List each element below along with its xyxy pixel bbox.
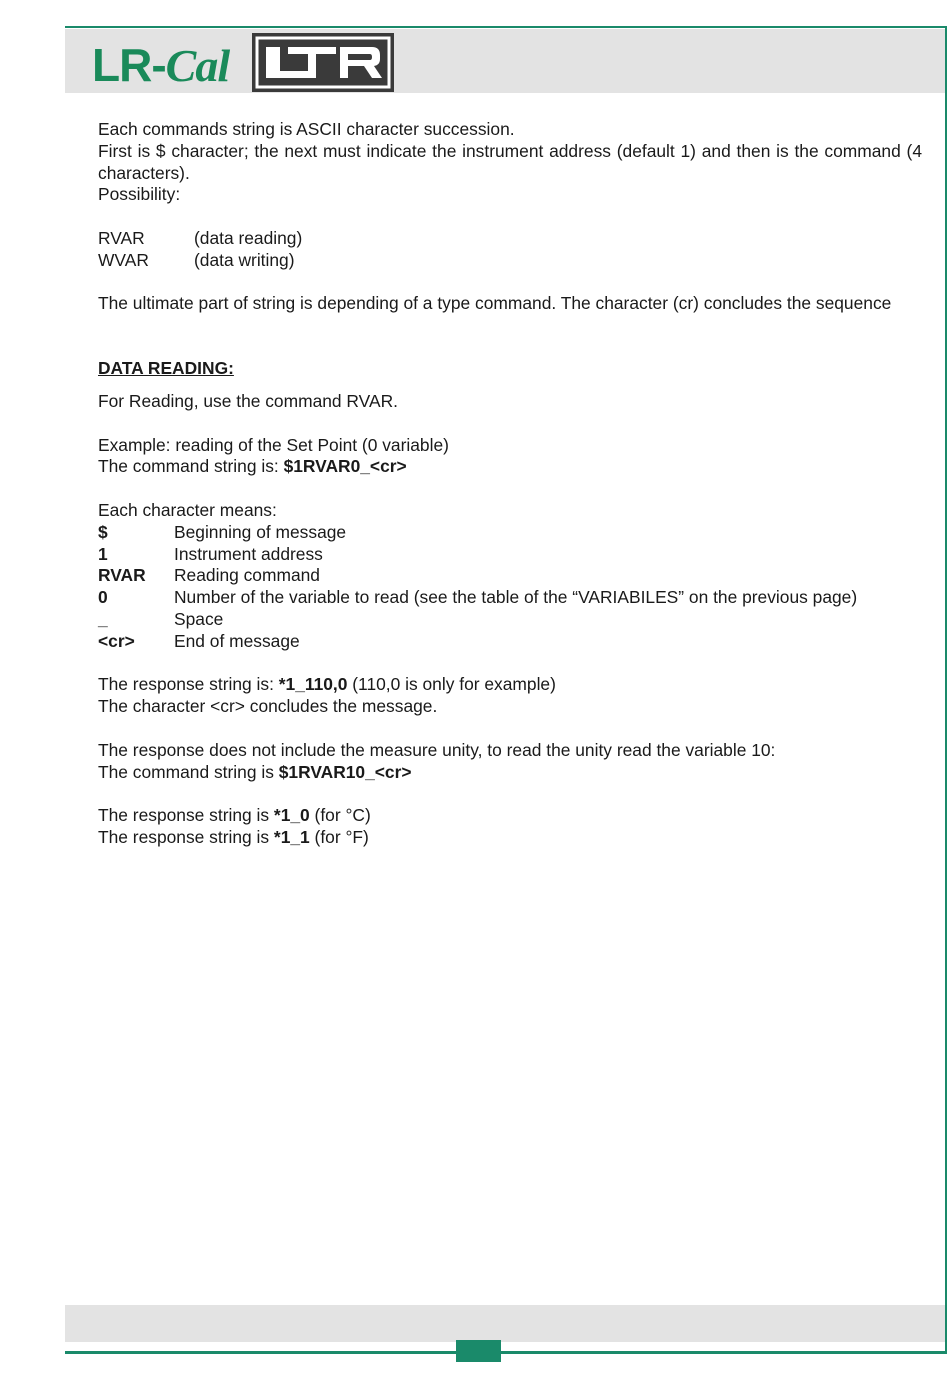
response-suffix: (110,0 is only for example) (347, 674, 556, 695)
resp-c-suffix: (for °C) (309, 805, 371, 826)
resp-c-value: *1_0 (273, 805, 310, 826)
char-row (98, 544, 922, 566)
reading-intro: For Reading, use the command RVAR. (98, 390, 398, 411)
reading-command-line (98, 456, 922, 478)
resp-f-prefix: The response string is (98, 826, 274, 847)
resp-f-suffix: (for °F) (309, 826, 369, 847)
footer-band (65, 1305, 945, 1342)
lr-cal-logo (92, 38, 229, 92)
response-prefix: The response string is: (98, 674, 279, 695)
ultimate-paragraph: The ultimate part of string is depending of a type command. The character (cr) concludes the sequence (98, 293, 892, 314)
possibility-key: RVAR (98, 227, 145, 248)
footer-line (65, 1351, 947, 1354)
char-row (98, 522, 922, 544)
char-row (98, 565, 922, 587)
cmd-prefix: The command string is: (98, 456, 284, 477)
char-desc: Beginning of message (174, 521, 347, 542)
possibility-desc: (data reading) (194, 227, 303, 248)
char-desc: Space (174, 608, 224, 629)
page-content (98, 119, 922, 849)
means-title: Each character means: (98, 499, 277, 520)
response-value: *1_110,0 (278, 674, 348, 695)
ltr-logo-graphic (252, 33, 394, 92)
resp-c-prefix: The response string is (98, 805, 274, 826)
char-desc: Instrument address (174, 543, 323, 564)
possibility-row (98, 250, 922, 272)
response-line (98, 674, 922, 696)
char-row (98, 587, 922, 609)
unity-command-line (98, 762, 922, 784)
char-row (98, 609, 922, 631)
response-celsius-line (98, 805, 922, 827)
reading-example: Example: reading of the Set Point (0 variable) (98, 434, 449, 455)
cmd-value: $1RVAR0_<cr> (283, 456, 407, 477)
possibility-key: WVAR (98, 249, 149, 270)
char-key: <cr> (98, 630, 135, 651)
logo-lr: LR- (92, 39, 166, 91)
response-note: The character <cr> concludes the message. (98, 696, 438, 717)
char-key: RVAR (98, 565, 146, 586)
ltr-logo (252, 33, 394, 92)
possibility-row (98, 228, 922, 250)
char-key: _ (98, 608, 108, 629)
unity-cmd-prefix: The command string is (98, 761, 279, 782)
resp-f-value: *1_1 (273, 826, 310, 847)
unity-note: The response does not include the measure unity, to read the unity read the variable 10: (98, 739, 776, 760)
unity-cmd-value: $1RVAR10_<cr> (278, 761, 412, 782)
data-reading-heading: DATA READING: (98, 358, 234, 379)
right-border (945, 26, 947, 1354)
possibility-desc: (data writing) (194, 249, 295, 270)
logo-cal: Cal (165, 40, 230, 91)
char-row (98, 631, 922, 653)
char-key: $ (98, 521, 108, 542)
intro-line-1: Each commands string is ASCII character succession. (98, 119, 515, 139)
char-desc: End of message (174, 630, 300, 651)
response-fahrenheit-line (98, 827, 922, 849)
char-desc: Reading command (174, 565, 320, 586)
char-key: 0 (98, 587, 108, 608)
top-border (65, 26, 947, 28)
intro-line-2: First is $ character; the next must indicate the instrument address (default 1) and then is the command (4 characters). (98, 140, 922, 183)
char-key: 1 (98, 543, 108, 564)
char-desc: Number of the variable to read (see the table of the “VARIABILES” on the previous page) (174, 587, 858, 608)
page-number-tab (456, 1340, 501, 1362)
intro-line-3: Possibility: (98, 184, 181, 205)
